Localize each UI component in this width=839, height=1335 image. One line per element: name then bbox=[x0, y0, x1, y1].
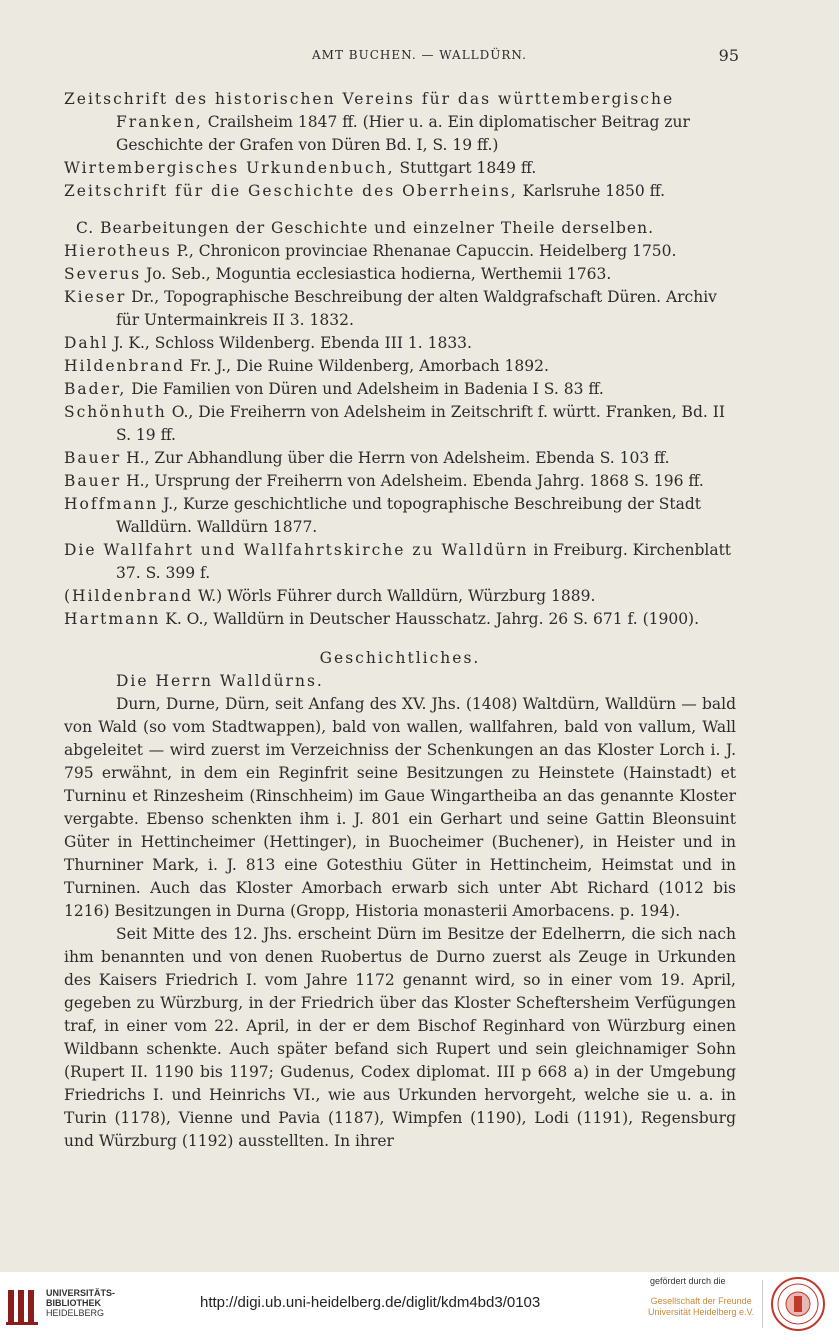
reference-text: Jo. Seb., Moguntia ecclesiastica hodierna, Werthemii 1763. bbox=[141, 265, 612, 283]
reference-text: in Freiburg. Kirchenblatt 37. S. 399 f. bbox=[116, 541, 732, 582]
sponsor-label: gefördert durch die bbox=[650, 1276, 726, 1286]
permalink-url[interactable]: http://digi.ub.uni-heidelberg.de/diglit/kdm4bd3/0103 bbox=[200, 1294, 541, 1311]
reference-author: (Hildenbrand bbox=[64, 587, 194, 605]
footer-bar bbox=[0, 1272, 839, 1335]
library-name-line: HEIDELBERG bbox=[46, 1308, 105, 1318]
reference-text: P., Chronicon provinciae Rhenanae Capuccin. Heidelberg 1750. bbox=[171, 242, 677, 260]
sponsor-name-line: Gesellschaft der Freunde bbox=[650, 1296, 752, 1306]
reference-author: Bader, bbox=[64, 380, 127, 398]
reference-text: Crailsheim 1847 ff. (Hier u. a. Ein diplomatischer Beitrag zur Geschichte der Grafen von Düren Bd. I, S. 19 ff.) bbox=[116, 113, 690, 154]
library-name-line: BIBLIOTHEK bbox=[46, 1298, 101, 1308]
reference-entry bbox=[64, 447, 736, 470]
reference-text: W.) Wörls Führer durch Walldürn, Würzburg 1889. bbox=[193, 587, 596, 605]
reference-entry bbox=[64, 493, 736, 539]
reference-author: Hoffmann bbox=[64, 495, 159, 513]
reference-author: Zeitschrift für die Geschichte des Oberrheins, bbox=[64, 182, 518, 200]
reference-text: Die Familien von Düren und Adelsheim in Badenia I S. 83 ff. bbox=[126, 380, 604, 398]
reference-author: Hierotheus bbox=[64, 242, 172, 260]
reference-author: Hartmann bbox=[64, 610, 161, 628]
reference-text: J. K., Schloss Wildenberg. Ebenda III 1. 1833. bbox=[108, 334, 472, 352]
body-paragraph: Seit Mitte des 12. Jhs. erscheint Dürn im Besitze der Edelherrn, die sich nach ihm benannten und von denen Ruobertus de Durno zuerst als Zeuge in Urkunden des Kaisers Friedrich I. vom Jahre 1172 genannt wird, so in einer vom 19. April, gegeben zu Würzburg, in der Friedrich über das Kloster Scheftersheim Verfügungen traf, in einer vom 22. April, in der er dem Bischof Reginhard von Würzburg einen Wildbann schenkte. Auch später befand sich Rupert und sein gleichnamiger Sohn (Rupert II. 1190 bis 1197; Gudenus, Codex diplomat. III p 668 a) in der Umgebung Friedrichs I. und Heinrichs VI., wie aus Urkunden hervorgeht, welche sie u. a. in Turin (1178), Vienne und Pavia (1187), Wimpfen (1190), Lodi (1191), Regensburg und Würzburg (1192) ausstellten. In ihrer bbox=[64, 925, 736, 1150]
reference-entry bbox=[64, 378, 736, 401]
sponsor-name-line: Universität Heidelberg e.V. bbox=[648, 1307, 755, 1317]
reference-entry bbox=[64, 470, 736, 493]
history-subheading: Die Herrn Walldürns. bbox=[116, 672, 324, 690]
reference-author: Schönhuth bbox=[64, 403, 167, 421]
body-paragraph: Durn, Durne, Dürn, seit Anfang des XV. Jhs. (1408) Waltdürn, Walldürn — bald von Wald (so vom Stadtwappen), bald von wallen, wallfahren, bald von vallum, Wall abgeleitet — wird zuerst im Verzeichniss der Schenkungen an das Kloster Lorch i. J. 795 erwähnt, in dem ein Reginfrit seine Besitzungen zu Heinstete (Hainstadt) et Turninu et Rinzesheim (Rinschheim) im Gaue Wingartheiba an das genannte Kloster vergabte. Ebenso schenkten ihm i. J. 801 ein Gerhart und seine Gattin Bleonsuint Güter in Hettincheimer (Hettinger), in Buocheimer (Buchener), in Heister und in Thurniner Mark, i. J. 813 eine Gotesthiu Güter in Hettincheim, Heimstat und in Turninen. Auch das Kloster Amorbach erwarb sich unter Abt Richard (1012 bis 1216) Besitzungen in Durna (Gropp, Historia monasterii Amorbacens. p. 194). bbox=[64, 695, 736, 920]
page-header bbox=[0, 46, 839, 70]
reference-text: H., Zur Abhandlung über die Herrn von Adelsheim. Ebenda S. 103 ff. bbox=[121, 449, 670, 467]
reference-text: O., Die Freiherrn von Adelsheim in Zeitschrift f. württ. Franken, Bd. II S. 19 ff. bbox=[116, 403, 725, 444]
reference-author: Bauer bbox=[64, 449, 122, 467]
reference-entry bbox=[64, 539, 736, 585]
reference-entry bbox=[64, 401, 736, 447]
reference-text: Stuttgart 1849 ff. bbox=[394, 159, 537, 177]
page-number: 95 bbox=[718, 46, 739, 65]
reference-author: Wirtembergisches Urkundenbuch, bbox=[64, 159, 395, 177]
page-content bbox=[64, 88, 736, 1153]
reference-entry bbox=[64, 286, 736, 332]
reference-author: Severus bbox=[64, 265, 142, 283]
reference-text: K. O., Walldürn in Deutscher Hausschatz. Jahrg. 26 S. 671 f. (1900). bbox=[160, 610, 700, 628]
reference-text: J., Kurze geschichtliche und topographische Beschreibung der Stadt Walldürn. Walldürn 1877. bbox=[116, 495, 701, 536]
references-b bbox=[64, 88, 736, 203]
reference-text: H., Ursprung der Freiherrn von Adelsheim. Ebenda Jahrg. 1868 S. 196 ff. bbox=[121, 472, 704, 490]
reference-entry bbox=[64, 240, 736, 263]
reference-author: Dahl bbox=[64, 334, 109, 352]
reference-text: Dr., Topographische Beschreibung der alten Waldgrafschaft Düren. Archiv für Untermainkreis II 3. 1832. bbox=[116, 288, 717, 329]
library-name bbox=[46, 1288, 115, 1318]
reference-entry bbox=[64, 157, 736, 180]
university-seal-icon bbox=[770, 1276, 826, 1332]
reference-author: Hildenbrand bbox=[64, 357, 185, 375]
reference-author: Bauer bbox=[64, 472, 122, 490]
footer-divider bbox=[762, 1280, 763, 1328]
reference-author: Kieser bbox=[64, 288, 127, 306]
reference-text: Karlsruhe 1850 ff. bbox=[517, 182, 666, 200]
reference-entry bbox=[64, 332, 736, 355]
reference-entry bbox=[64, 608, 736, 631]
reference-author: Zeitschrift des historischen Vereins für das württembergische Franken, bbox=[64, 90, 675, 131]
library-name-line: UNIVERSITÄTS- bbox=[46, 1288, 116, 1298]
reference-entry bbox=[64, 355, 736, 378]
reference-text: Fr. J., Die Ruine Wildenberg, Amorbach 1892. bbox=[185, 357, 549, 375]
references-c bbox=[64, 240, 736, 631]
reference-entry bbox=[64, 263, 736, 286]
sponsor-name bbox=[648, 1296, 754, 1318]
reference-entry bbox=[64, 180, 736, 203]
university-library-logo-icon bbox=[6, 1286, 42, 1326]
reference-entry bbox=[64, 88, 736, 157]
reference-author: Die Wallfahrt und Wallfahrtskirche zu Walldürn bbox=[64, 541, 529, 559]
history-heading: Geschichtliches. bbox=[319, 649, 481, 667]
section-c-heading: C. Bearbeitungen der Geschichte und einzelner Theile derselben. bbox=[76, 219, 654, 237]
running-title: AMT BUCHEN. — WALLDÜRN. bbox=[312, 48, 527, 62]
reference-entry bbox=[64, 585, 736, 608]
